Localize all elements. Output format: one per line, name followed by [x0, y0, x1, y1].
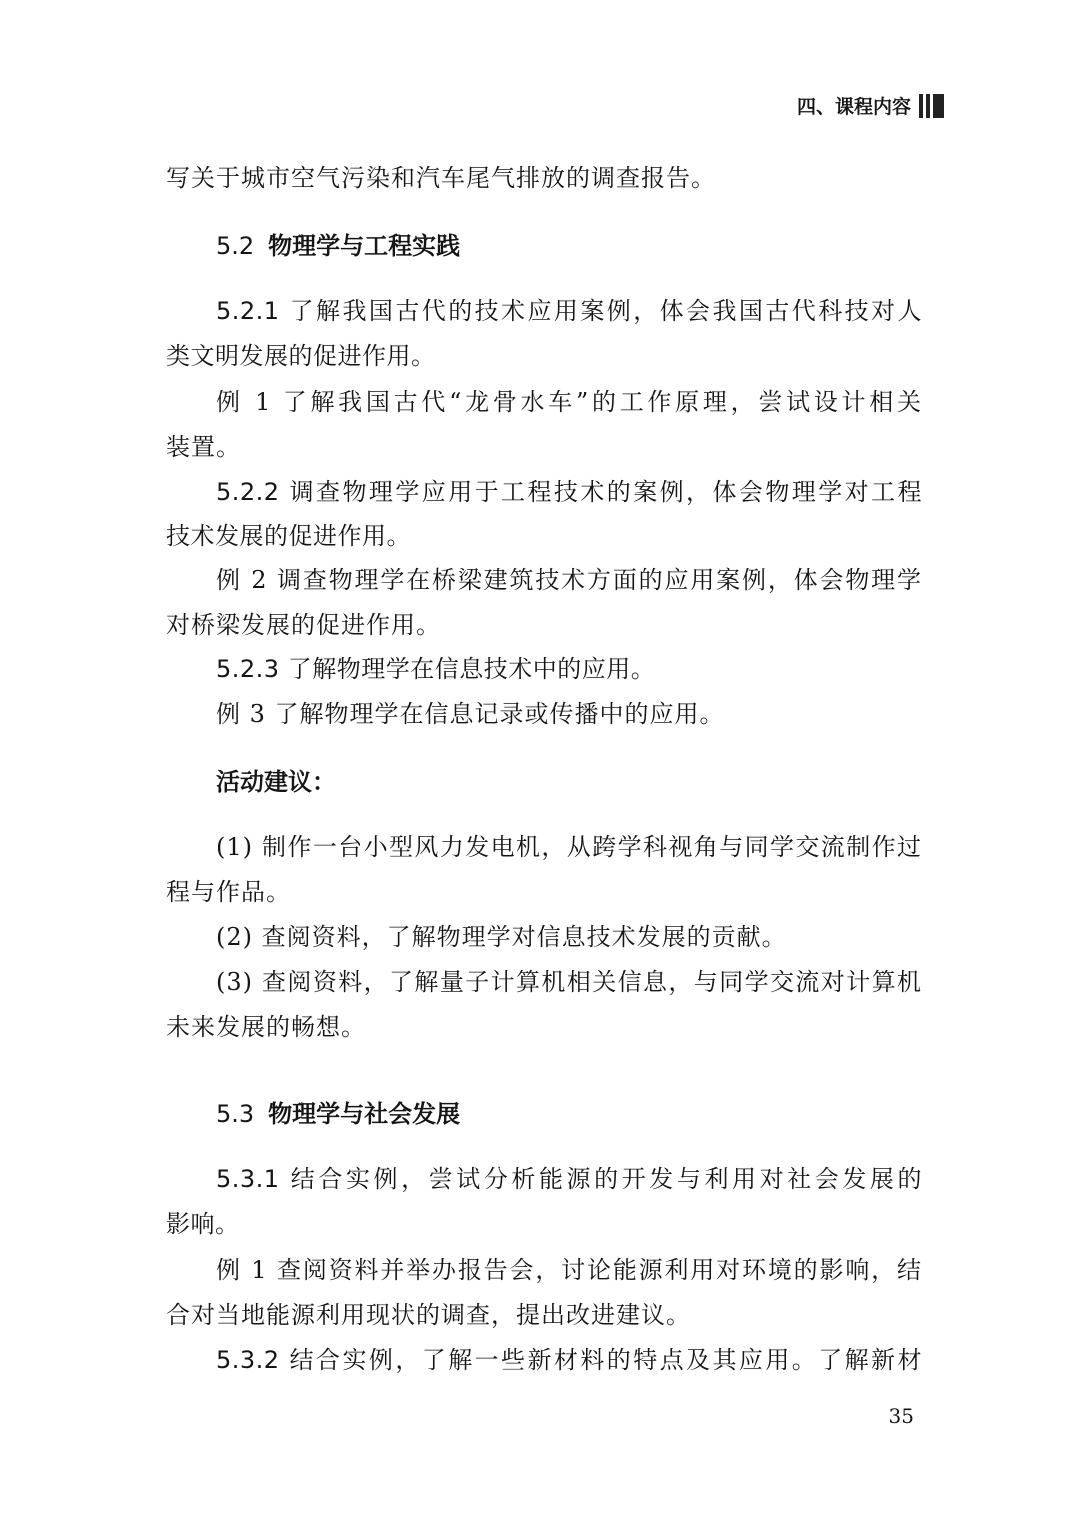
standard-5-2-1-line: 类文明发展的促进作用。 [166, 342, 436, 370]
example-line: 对桥梁发展的促进作用。 [166, 611, 441, 639]
activity-item-line: 未来发展的畅想。 [166, 1013, 366, 1041]
activity-item-line: (3) 查阅资料，了解量子计算机相关信息，与同学交流对计算机 [216, 968, 922, 996]
standard-5-2-1-line: 5.2.1 了解我国古代的技术应用案例，体会我国古代科技对人 [216, 297, 922, 325]
header-bars-icon [919, 94, 944, 118]
example-line: 例 1 查阅资料并举办报告会，讨论能源利用对环境的影响，结 [216, 1256, 922, 1284]
standard-5-3-1-line: 5.3.1 结合实例，尝试分析能源的开发与利用对社会发展的 [216, 1165, 922, 1193]
section-title: 物理学与工程实践 [268, 232, 461, 260]
standard-5-2-2-line: 5.2.2 调查物理学应用于工程技术的案例，体会物理学对工程 [216, 478, 922, 506]
example-line: 例 2 调查物理学在桥梁建筑技术方面的应用案例，体会物理学 [216, 566, 922, 594]
chapter-title: 四、课程内容 [796, 96, 911, 118]
standard-5-3-2-line: 5.3.2 结合实例，了解一些新材料的特点及其应用。了解新材 [216, 1346, 922, 1374]
standard-5-2-2-line: 技术发展的促进作用。 [166, 522, 411, 550]
standard-5-2-3-line: 5.2.3 了解物理学在信息技术中的应用。 [216, 655, 656, 683]
section-title: 物理学与社会发展 [268, 1100, 461, 1128]
page-number: 35 [888, 1404, 914, 1428]
activity-item-line: 程与作品。 [166, 878, 291, 906]
example-line: 例 3 了解物理学在信息记录或传播中的应用。 [216, 700, 725, 728]
section-heading-5-3 [216, 1099, 922, 1129]
section-heading-5-2 [216, 231, 922, 261]
activity-item-line: (2) 查阅资料，了解物理学对信息技术发展的贡献。 [216, 923, 787, 951]
paragraph-line: 写关于城市空气污染和汽车尾气排放的调查报告。 [166, 164, 716, 192]
example-line: 合对当地能源利用现状的调查，提出改进建议。 [166, 1301, 691, 1329]
activity-heading: 活动建议： [216, 768, 336, 796]
running-header [797, 92, 944, 119]
example-line: 例 1 了解我国古代“龙骨水车”的工作原理，尝试设计相关 [216, 388, 922, 416]
section-number: 5.2 [216, 232, 255, 260]
section-number: 5.3 [216, 1100, 255, 1128]
activity-item-line: (1) 制作一台小型风力发电机，从跨学科视角与同学交流制作过 [216, 833, 922, 861]
standard-5-3-1-line: 影响。 [166, 1210, 240, 1238]
example-line: 装置。 [166, 433, 241, 461]
